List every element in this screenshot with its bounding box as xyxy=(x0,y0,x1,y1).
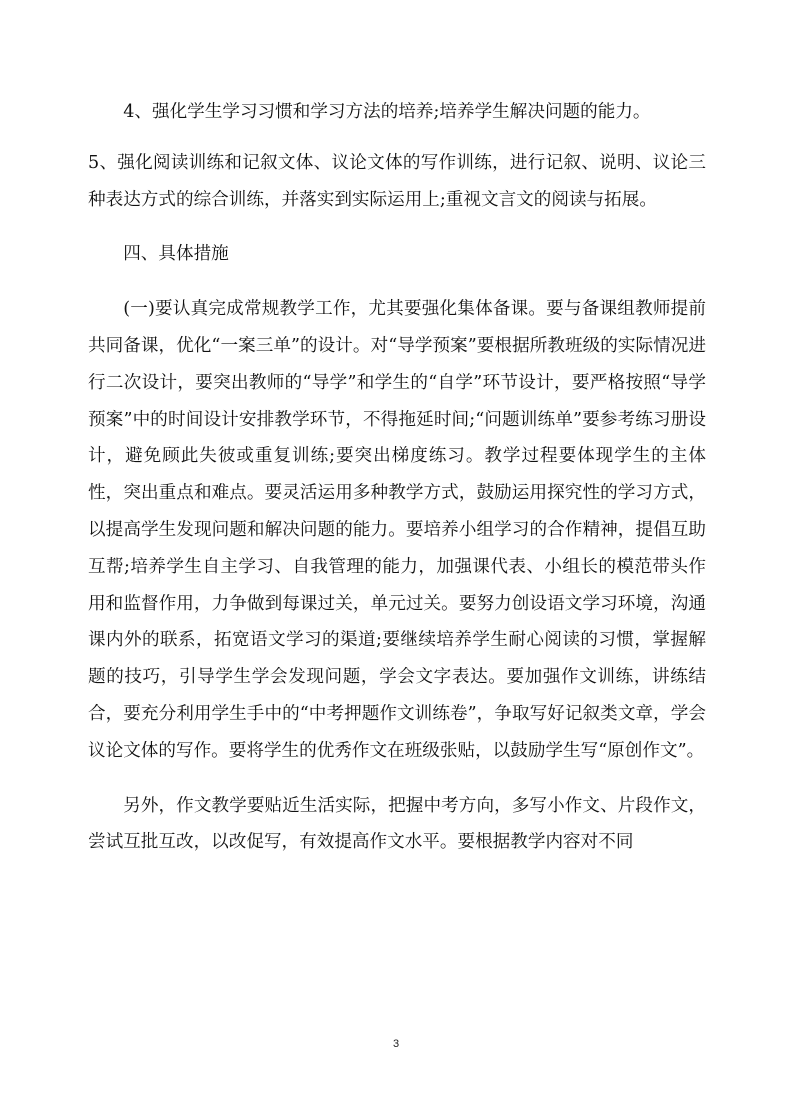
section-heading-measures: 四、具体措施 xyxy=(123,244,229,265)
paragraph-goal-4: 4、强化学生学习习惯和学习方法的培养;培养学生解决问题的能力。 xyxy=(123,102,651,122)
paragraph-additional: 另外，作文教学要贴近生活实际，把握中考方向，多写小作文、片段作文，尝试互批互改，以改促写，有效提高作文水平。要根据教学内容对不同 xyxy=(88,795,706,853)
document-body xyxy=(88,94,706,861)
paragraph-measure-1: (一)要认真完成常规教学工作，尤其要强化集体备课。要与备课组教师提前共同备课，优化“一案三单”的设计。对“导学预案”要根据所教班级的实际情况进行二次设计，要突出教师的“导学”和学生的“自学”环节设计，要严格按照“导学预案”中的时间设计安排教学环节，不得拖延时间;“问题训练单”要参考练习册设计，避免顾此失彼或重复训练;要突出梯度练习。教学过程要体现学生的主体性，突出重点和难点。要灵活运用多种教学方式，鼓励运用探究性的学习方式，以提高学生发现问题和解决问题的能力。要培养小组学习的合作精神，提倡互助互帮;培养学生自主学习、自我管理的能力，加强课代表、小组长的模范带头作用和监督作用，力争做到每课过关，单元过关。要努力创设语文学习环境，沟通课内外的联系，拓宽语文学习的渠道;要继续培养学生耐心阅读的习惯，掌握解题的技巧，引导学生学会发现问题，学会文字表达。要加强作文训练，讲练结合，要充分利用学生手中的“中考押题作文训练卷”，争取写好记叙类文章，学会议论文体的写作。要将学生的优秀作文在班级张贴，以鼓励学生写“原创作文”。 xyxy=(88,299,706,761)
paragraph-goal-5: 5、强化阅读训练和记叙文体、议论文体的写作训练，进行记叙、说明、议论三种表达方式的综合训练，并落实到实际运用上;重视文言文的阅读与拓展。 xyxy=(88,152,706,210)
page-number: 3 xyxy=(392,1038,400,1050)
